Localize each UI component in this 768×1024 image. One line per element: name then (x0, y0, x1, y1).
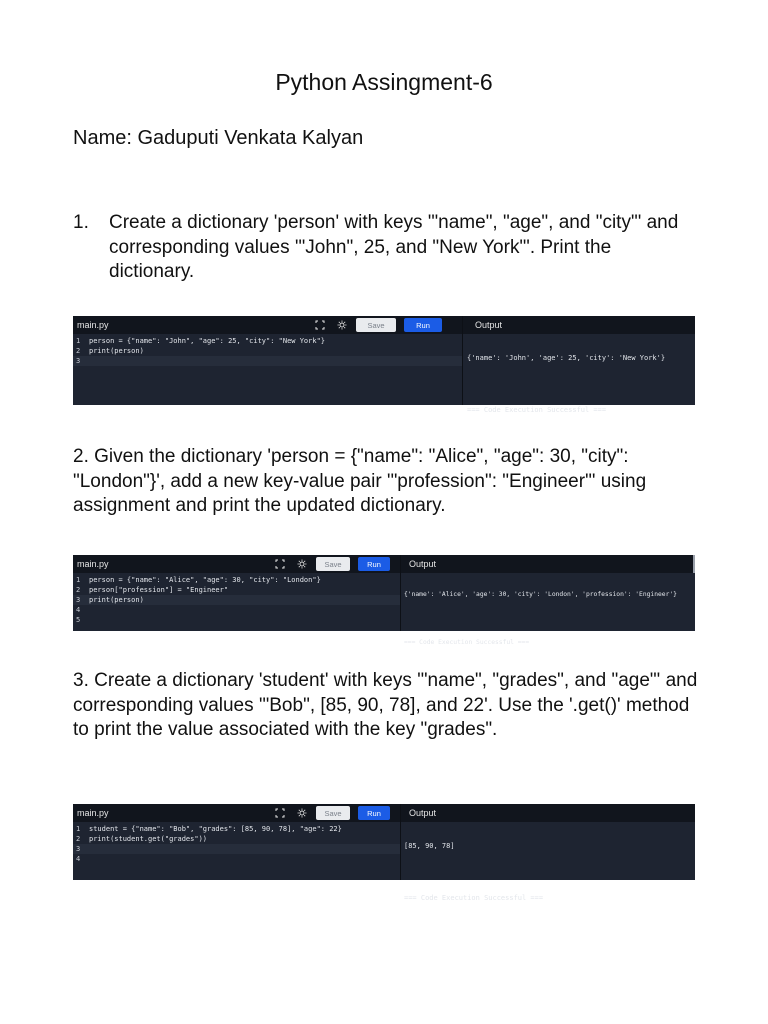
code-line: 1 person = {"name": "John", "age": 25, "city": "New York"} (76, 337, 326, 345)
pane-divider (462, 316, 463, 405)
code-line: 2 print(person) (76, 347, 144, 355)
output-line: {'name': 'John', 'age': 25, 'city': 'New York'} (467, 354, 666, 362)
code-line: 1 person = {"name": "Alice", "age": 30, "city": "London"} (76, 576, 321, 584)
run-button[interactable]: Run (358, 557, 390, 571)
output-line: === Code Execution Successful === (467, 406, 607, 414)
output-label: Output (475, 320, 503, 330)
document-title: Python Assingment-6 (275, 69, 493, 95)
code-editor-2 (73, 555, 695, 646)
question-1-text: Create a dictionary 'person' with keys '"name", "age", and "city"' and corresponding values '"John", 25, and "New York"'. Print the dictionary. (109, 212, 679, 282)
code-line: 2 person["profession"] = "Engineer" (76, 586, 229, 594)
editor-tools (312, 316, 442, 334)
output-line: === Code Execution Successful === (404, 894, 544, 902)
file-tab[interactable]: main.py (77, 808, 109, 818)
code-line: 4 (76, 606, 81, 614)
pane-divider (400, 555, 401, 631)
save-button[interactable]: Save (356, 318, 396, 332)
editor-tools (272, 804, 390, 822)
question-1-number: 1. (73, 212, 89, 233)
question-2: 2. Given the dictionary 'person = {"name": "Alice", "age": 30, "city": "London"}', add a new key-value pair '"profession": "Engineer"' using assignment and print the updated dictionary. (73, 446, 647, 516)
question-3: 3. Create a dictionary 'student' with keys '"name", "grades", and "age"' and corresponding values '"Bob", [85, 90, 78], and 22'. Use the '.get()' method to print the value associated with the key "grades". (73, 670, 698, 740)
output-label: Output (409, 559, 437, 569)
output-line (467, 379, 665, 389)
code-line-active: 3 (73, 844, 400, 854)
pane-divider (400, 804, 401, 880)
code-line: 2 print(student.get("grades")) (76, 835, 208, 843)
code-line-active: 3 print(person) (73, 595, 400, 605)
output-panel (467, 337, 665, 431)
run-button[interactable]: Run (358, 806, 390, 820)
file-tab[interactable]: main.py (77, 320, 109, 330)
question-1 (73, 211, 698, 285)
output-line (404, 614, 677, 624)
code-area[interactable] (73, 336, 462, 366)
code-line: 4 (76, 855, 81, 863)
code-editor-3 (73, 804, 695, 902)
student-name: Name: Gaduputi Venkata Kalyan (73, 127, 364, 149)
fullscreen-icon[interactable] (312, 318, 328, 332)
code-line-active: 3 (73, 356, 462, 366)
theme-sun-icon[interactable] (334, 318, 350, 332)
save-button[interactable]: Save (316, 806, 350, 820)
output-panel (404, 825, 543, 919)
code-editor-1 (73, 316, 695, 414)
code-line: 1 student = {"name": "Bob", "grades": [85, 90, 78], "age": 22} (76, 825, 342, 833)
output-scrollbar[interactable] (693, 555, 695, 573)
editor-tools (272, 555, 390, 573)
fullscreen-icon[interactable] (272, 557, 288, 571)
theme-sun-icon[interactable] (294, 557, 310, 571)
output-line: === Code Execution Successful === (404, 639, 530, 646)
code-line: 5 (76, 616, 81, 624)
output-line (404, 867, 543, 877)
run-button[interactable]: Run (404, 318, 442, 332)
output-line: {'name': 'Alice', 'age': 30, 'city': 'London', 'profession': 'Engineer'} (404, 591, 677, 598)
output-panel (404, 576, 677, 662)
save-button[interactable]: Save (316, 557, 350, 571)
file-tab[interactable]: main.py (77, 559, 109, 569)
code-area[interactable] (73, 824, 400, 864)
output-label: Output (409, 808, 437, 818)
output-line: [85, 90, 78] (404, 842, 455, 850)
theme-sun-icon[interactable] (294, 806, 310, 820)
fullscreen-icon[interactable] (272, 806, 288, 820)
code-area[interactable] (73, 575, 400, 625)
